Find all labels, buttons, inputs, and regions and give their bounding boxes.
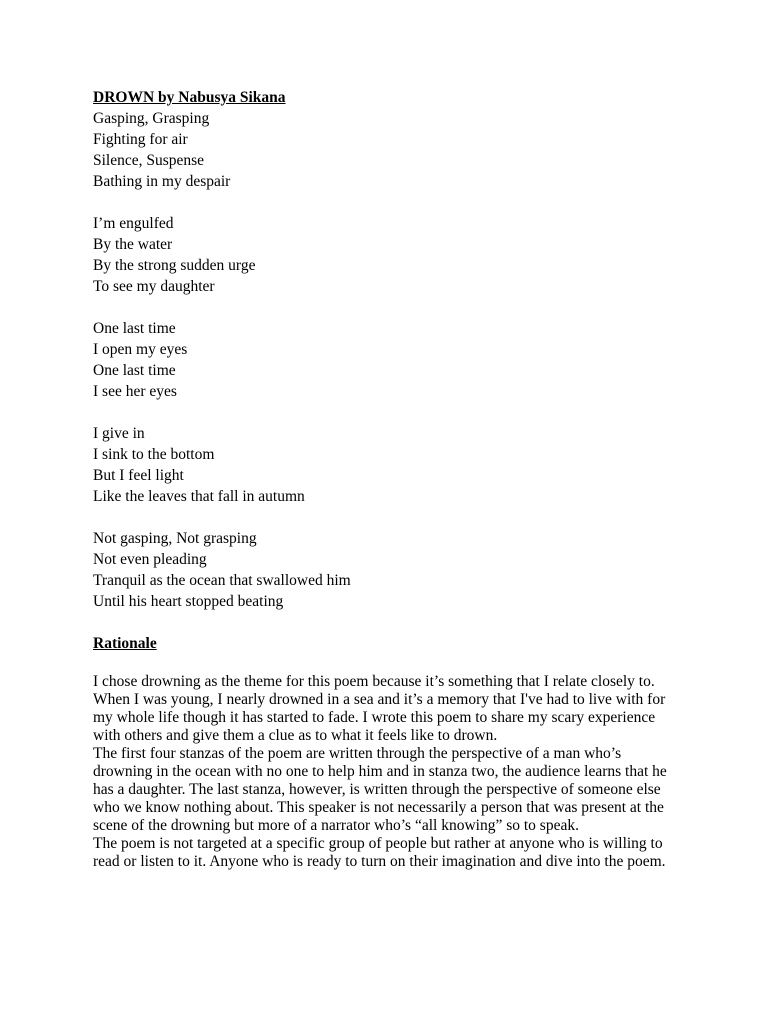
poem-line: Until his heart stopped beating	[93, 593, 284, 610]
stanza-5	[93, 528, 673, 612]
poem-line: I give in	[93, 425, 145, 442]
poem-line: But I feel light	[93, 467, 184, 484]
poem-line: I open my eyes	[93, 341, 188, 358]
poem-line: Bathing in my despair	[93, 173, 231, 190]
poem-line: One last time	[93, 362, 176, 379]
poem-line: I see her eyes	[93, 383, 177, 400]
poem-line: By the strong sudden urge	[93, 257, 256, 274]
poem-line: I sink to the bottom	[93, 446, 215, 463]
poem-line: Not gasping, Not grasping	[93, 530, 257, 547]
poem-line: Tranquil as the ocean that swallowed him	[93, 572, 351, 589]
poem-line: Like the leaves that fall in autumn	[93, 488, 305, 505]
poem-line: Gasping, Grasping	[93, 110, 210, 127]
poem-title: DROWN by Nabusya Sikana	[93, 89, 286, 106]
stanza-2	[93, 213, 673, 297]
poem-line: Not even pleading	[93, 551, 207, 568]
stanza-3	[93, 318, 673, 402]
stanza-1	[93, 108, 673, 192]
rationale-paragraph: I chose drowning as the theme for this poem because it’s something that I relate closely to. When I was young, I nearly drowned in a sea and it’s a memory that I've had to live with for my whole life though it has started to fade. I wrote this poem to share my scary experience with others and give them a clue as to what it feels like to drown.	[93, 673, 666, 744]
poem-line: By the water	[93, 236, 173, 253]
document-content	[93, 87, 673, 871]
stanza-4	[93, 423, 673, 507]
poem-line: Silence, Suspense	[93, 152, 205, 169]
rationale-paragraph: The poem is not targeted at a specific group of people but rather at anyone who is willing to read or listen to it. Anyone who is ready to turn on their imagination and dive into the poem.	[93, 835, 666, 870]
rationale-heading: Rationale	[93, 635, 157, 652]
poem-line: To see my daughter	[93, 278, 215, 295]
poem-line: Fighting for air	[93, 131, 188, 148]
poem-line: I’m engulfed	[93, 215, 174, 232]
rationale-paragraph: The first four stanzas of the poem are written through the perspective of a man who’s drowning in the ocean with no one to help him and in stanza two, the audience learns that he has a daughter. The last stanza, however, is written through the perspective of someone else who we know nothing about. This speaker is not necessarily a person that was present at the scene of the drowning but more of a narrator who’s “all knowing” so to speak.	[93, 745, 667, 834]
poem-line: One last time	[93, 320, 176, 337]
